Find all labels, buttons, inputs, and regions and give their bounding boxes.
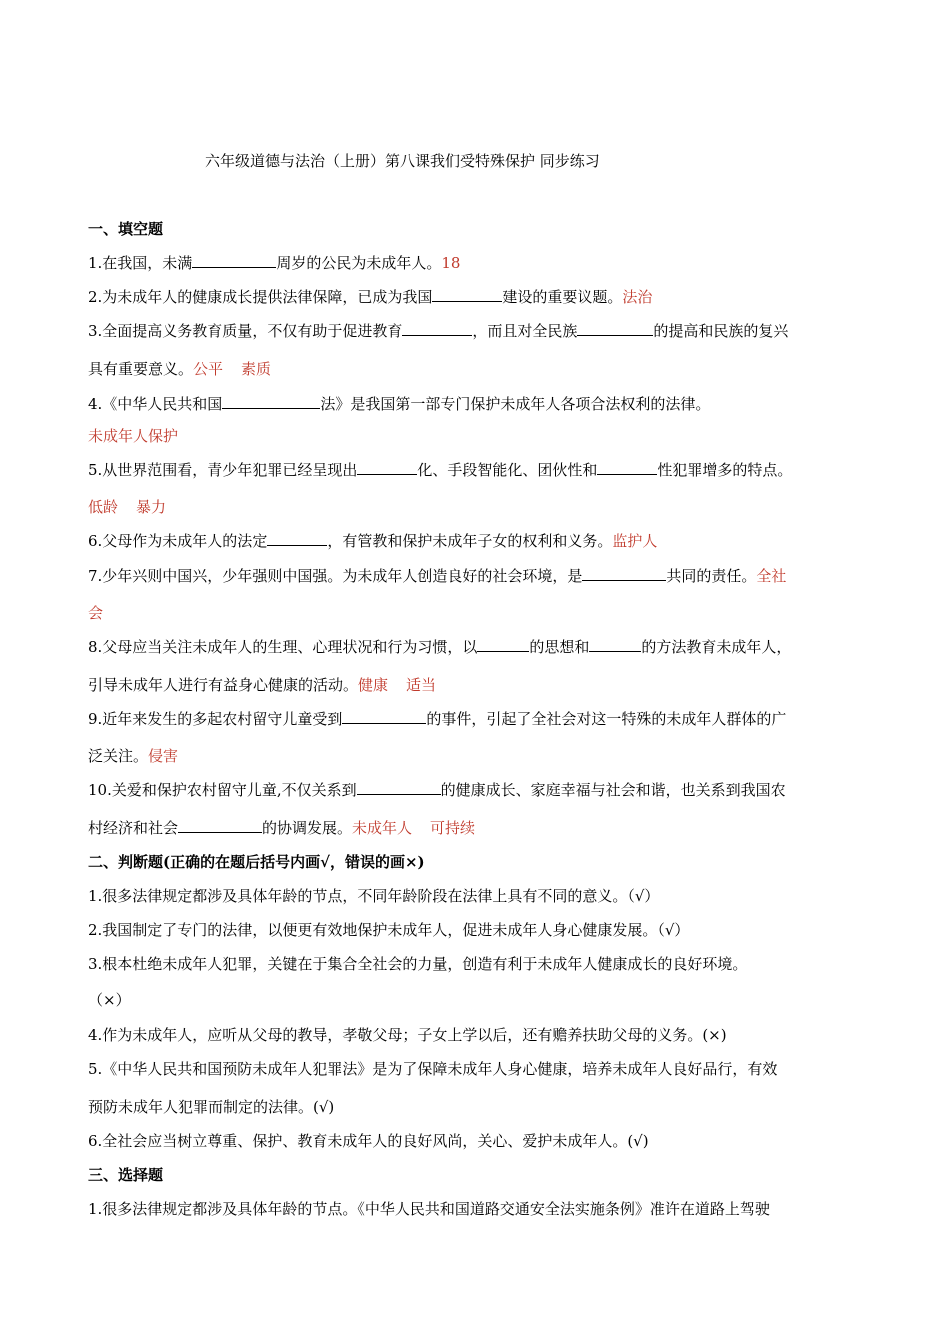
answer-blank [597, 460, 657, 475]
section-heading-true-false: 二、判断题(正确的在题后括号内画√，错误的画×) [88, 853, 425, 871]
answer-text: 会 [88, 604, 104, 622]
answer-text: 法治 [622, 288, 653, 306]
answer-text: 暴力 [136, 498, 167, 516]
fill-question-3-cont: 具有重要意义。公平 素质 [88, 360, 272, 378]
tf-question-5-cont: 预防未成年人犯罪而制定的法律。(√) [88, 1098, 335, 1116]
fill-question-5-answers [88, 497, 166, 517]
fill-question-6: 6.父母作为未成年人的法定 ，有管教和保护未成年子女的权利和义务。监护人 [88, 532, 658, 550]
answer-text: 低龄 [88, 498, 119, 516]
fill-question-1: 1.在我国，未满 周岁的公民为未成年人。18 [88, 254, 461, 272]
fill-question-4: 4.《中华人民共和国 法》是我国第一部专门保护未成年人各项合法权利的法律。 [88, 395, 711, 413]
answer-blank [577, 321, 653, 336]
tf-question-2: 2.我国制定了专门的法律，以便更有效地保护未成年人，促进未成年人身心健康发展。（√） [88, 921, 690, 939]
tf-question-3-answer: （×） [88, 991, 131, 1009]
answer-blank [178, 818, 262, 833]
fill-question-5: 5.从世界范围看，青少年犯罪已经呈现出 化、手段智能化、团伙性和 性犯罪增多的特点。 [88, 461, 793, 479]
fill-question-2: 2.为未成年人的健康成长提供法律保障，已成为我国 建设的重要议题。法治 [88, 288, 653, 306]
tf-question-1: 1.很多法律规定都涉及具体年龄的节点，不同年龄阶段在法律上具有不同的意义。（√） [88, 887, 660, 905]
fill-question-10-cont: 村经济和社会 的协调发展。未成年人 可持续 [88, 819, 476, 837]
choice-question-1: 1.很多法律规定都涉及具体年龄的节点。《中华人民共和国道路交通安全法实施条例》准许在道路上驾驶 [88, 1200, 770, 1218]
answer-blank [342, 709, 426, 724]
answer-blank [477, 637, 529, 652]
answer-blank [192, 253, 276, 268]
answer-text: 全社 [756, 567, 787, 585]
answer-text: 可持续 [430, 819, 476, 837]
fill-question-10: 10.关爱和保护农村留守儿童,不仅关系到 的健康成长、家庭幸福与社会和谐，也关系到我国农 [88, 781, 786, 799]
section-heading-fill-blank: 一、填空题 [88, 220, 164, 238]
answer-blank [432, 287, 502, 302]
answer-blank [402, 321, 472, 336]
fill-question-9-cont: 泛关注。侵害 [88, 747, 179, 765]
answer-blank [222, 394, 320, 409]
answer-text: 18 [441, 254, 461, 272]
fill-question-8: 8.父母应当关注未成年人的生理、心理状况和行为习惯，以 的思想和 的方法教育未成年人， [88, 638, 792, 656]
answer-blank [357, 460, 417, 475]
answer-text: 素质 [241, 360, 272, 378]
answer-text: 未成年人 [352, 819, 413, 837]
tf-question-5: 5.《中华人民共和国预防未成年人犯罪法》是为了保障未成年人身心健康，培养未成年人良好品行，有效 [88, 1060, 778, 1078]
answer-text: 健康 [358, 676, 389, 694]
answer-text: 监护人 [612, 532, 658, 550]
answer-blank [267, 531, 327, 546]
answer-blank [357, 780, 441, 795]
answer-blank [582, 566, 666, 581]
tf-question-6: 6.全社会应当树立尊重、保护、教育未成年人的良好风尚，关心、爱护未成年人。(√) [88, 1132, 649, 1150]
answer-blank [589, 637, 641, 652]
fill-question-8-cont: 引导未成年人进行有益身心健康的活动。健康 适当 [88, 676, 437, 694]
tf-question-3: 3.根本杜绝未成年人犯罪，关键在于集合全社会的力量，创造有利于未成年人健康成长的良好环境。 [88, 955, 748, 973]
fill-question-3: 3.全面提高义务教育质量，不仅有助于促进教育 ，而且对全民族 的提高和民族的复兴 [88, 322, 789, 340]
fill-question-7: 7.少年兴则中国兴，少年强则中国强。为未成年人创造良好的社会环境，是 共同的责任。全社 [88, 567, 787, 585]
answer-text: 公平 [193, 360, 224, 378]
tf-question-4: 4.作为未成年人，应听从父母的教导，孝敬父母；子女上学以后，还有赡养扶助父母的义务。(×) [88, 1026, 727, 1044]
answer-text: 适当 [406, 676, 437, 694]
section-heading-multiple-choice: 三、选择题 [88, 1166, 164, 1184]
page-title: 六年级道德与法治（上册）第八课我们受特殊保护 同步练习 [205, 152, 600, 170]
answer-text: 侵害 [148, 747, 179, 765]
fill-question-9: 9.近年来发生的多起农村留守儿童受到 的事件，引起了全社会对这一特殊的未成年人群体的广 [88, 710, 787, 728]
answer-text: 未成年人保护 [88, 427, 179, 445]
